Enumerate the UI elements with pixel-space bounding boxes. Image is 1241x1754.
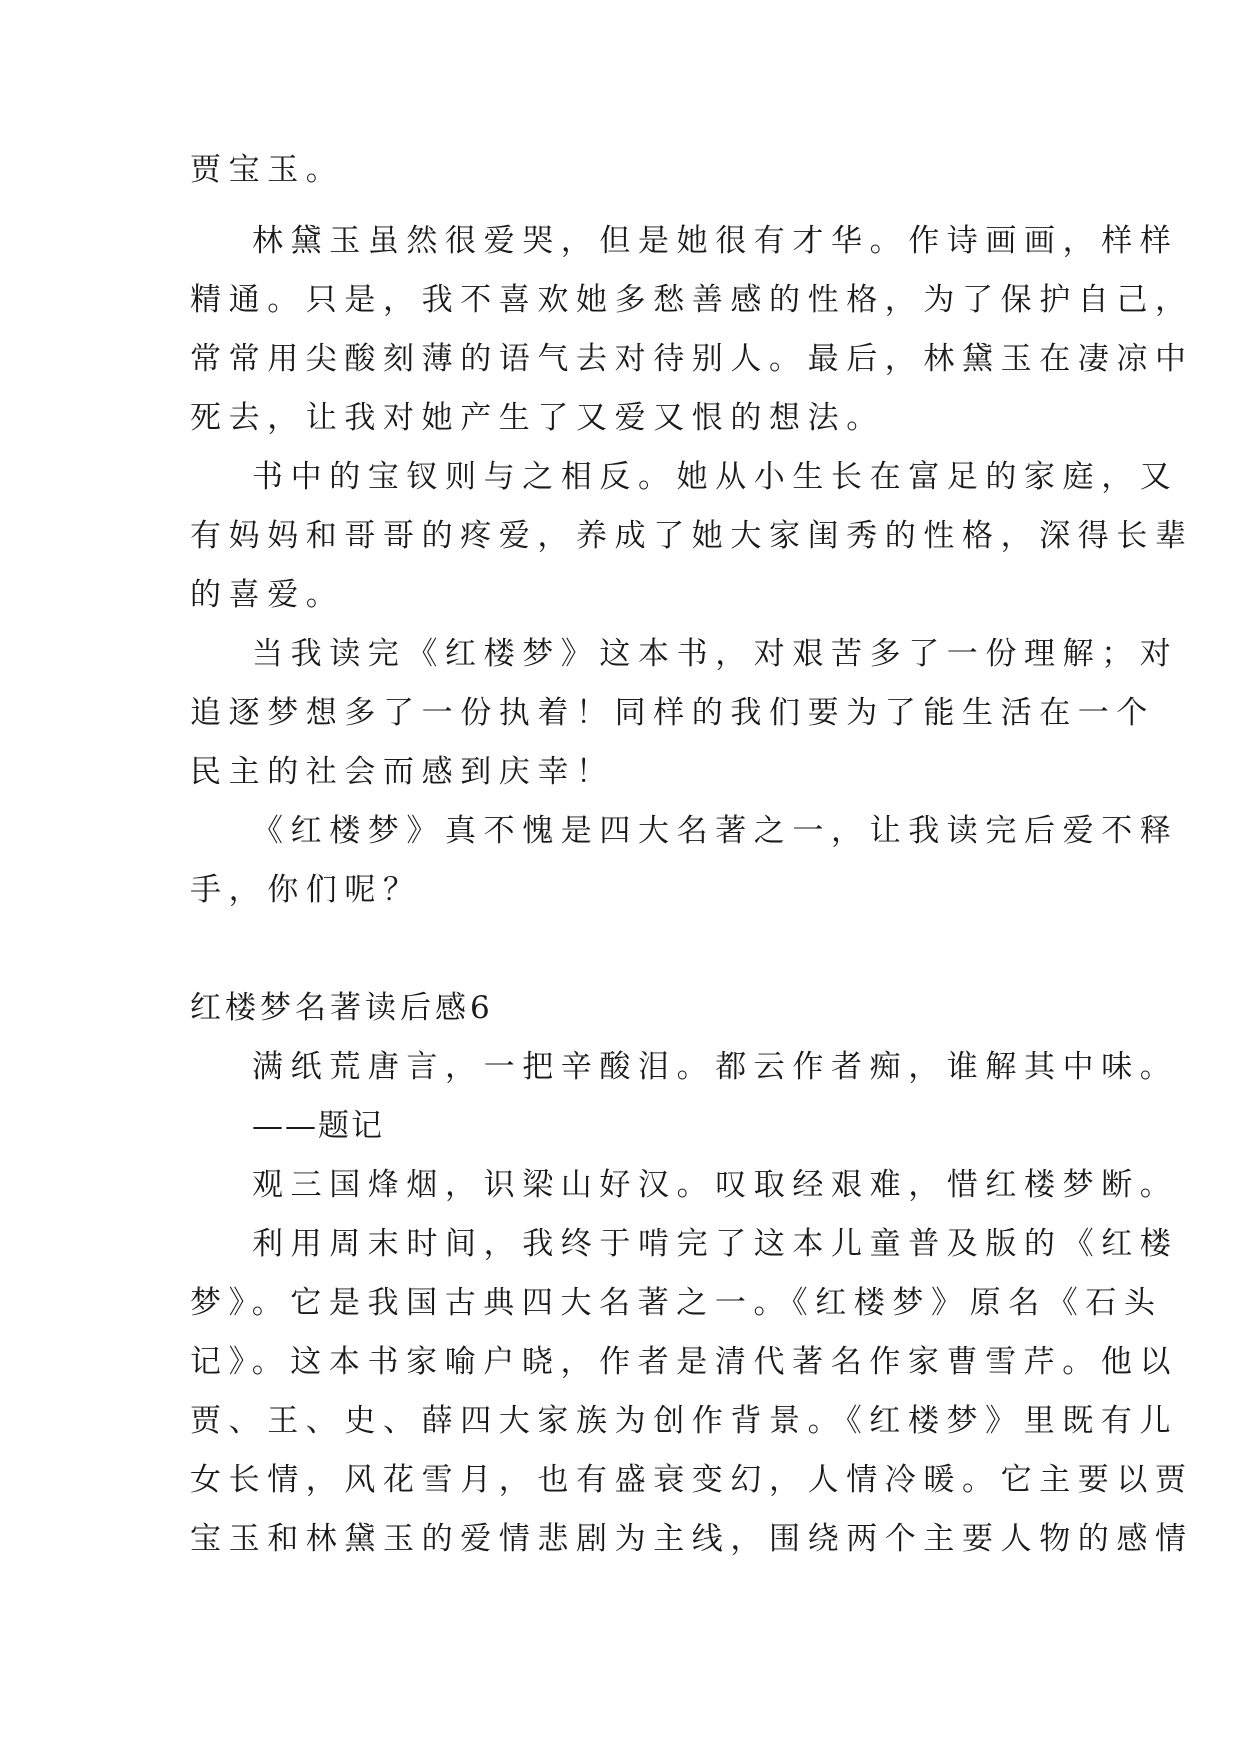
- epigraph-attribution: ——题记: [252, 1108, 384, 1144]
- text-line: 林黛玉虽然很爱哭，但是她很有才华。作诗画画，样样: [252, 223, 1179, 259]
- text-line: 宝玉和林黛玉的爱情悲剧为主线，围绕两个主要人物的感情: [190, 1521, 1194, 1557]
- text-line: 精通。只是，我不喜欢她多愁善感的性格，为了保护自己，: [190, 282, 1194, 318]
- text-line: 观三国烽烟，识梁山好汉。叹取经艰难，惜红楼梦断。: [252, 1167, 1179, 1203]
- text-line: 《红楼梦》真不愧是四大名著之一，让我读完后爱不释: [252, 813, 1179, 849]
- text-line: 贾宝玉。: [190, 152, 345, 188]
- text-line: 死去，让我对她产生了又爱又恨的想法。: [190, 400, 885, 436]
- text-line: 的喜爱。: [190, 577, 345, 613]
- text-line: 常常用尖酸刻薄的语气去对待别人。最后，林黛玉在凄凉中: [190, 341, 1194, 377]
- text-line: 梦》。它是我国古典四大名著之一。《红楼梦》原名《石头: [190, 1285, 1163, 1321]
- text-line: 女长情，风花雪月，也有盛衰变幻，人情冷暖。它主要以贾: [190, 1462, 1194, 1498]
- text-line: 当我读完《红楼梦》这本书，对艰苦多了一份理解；对: [252, 636, 1179, 672]
- text-line: 追逐梦想多了一份执着！同样的我们要为了能生活在一个: [190, 695, 1155, 731]
- epigraph-line: 满纸荒唐言，一把辛酸泪。都云作者痴，谁解其中味。: [252, 1049, 1179, 1085]
- section-heading: 红楼梦名著读后感6: [190, 990, 494, 1026]
- text-line: 贾、王、史、薛四大家族为创作背景。《红楼梦》里既有儿: [190, 1403, 1179, 1439]
- text-line: 民主的社会而感到庆幸！: [190, 754, 615, 790]
- text-line: 有妈妈和哥哥的疼爱，养成了她大家闺秀的性格，深得长辈: [190, 518, 1194, 554]
- text-line: 记》。这本书家喻户晓，作者是清代著名作家曹雪芹。他以: [190, 1344, 1179, 1380]
- text-line: 手，你们呢？: [190, 872, 422, 908]
- text-line: 利用周末时间，我终于啃完了这本儿童普及版的《红楼: [252, 1226, 1179, 1262]
- text-line: 书中的宝钗则与之相反。她从小生长在富足的家庭，又: [252, 459, 1179, 495]
